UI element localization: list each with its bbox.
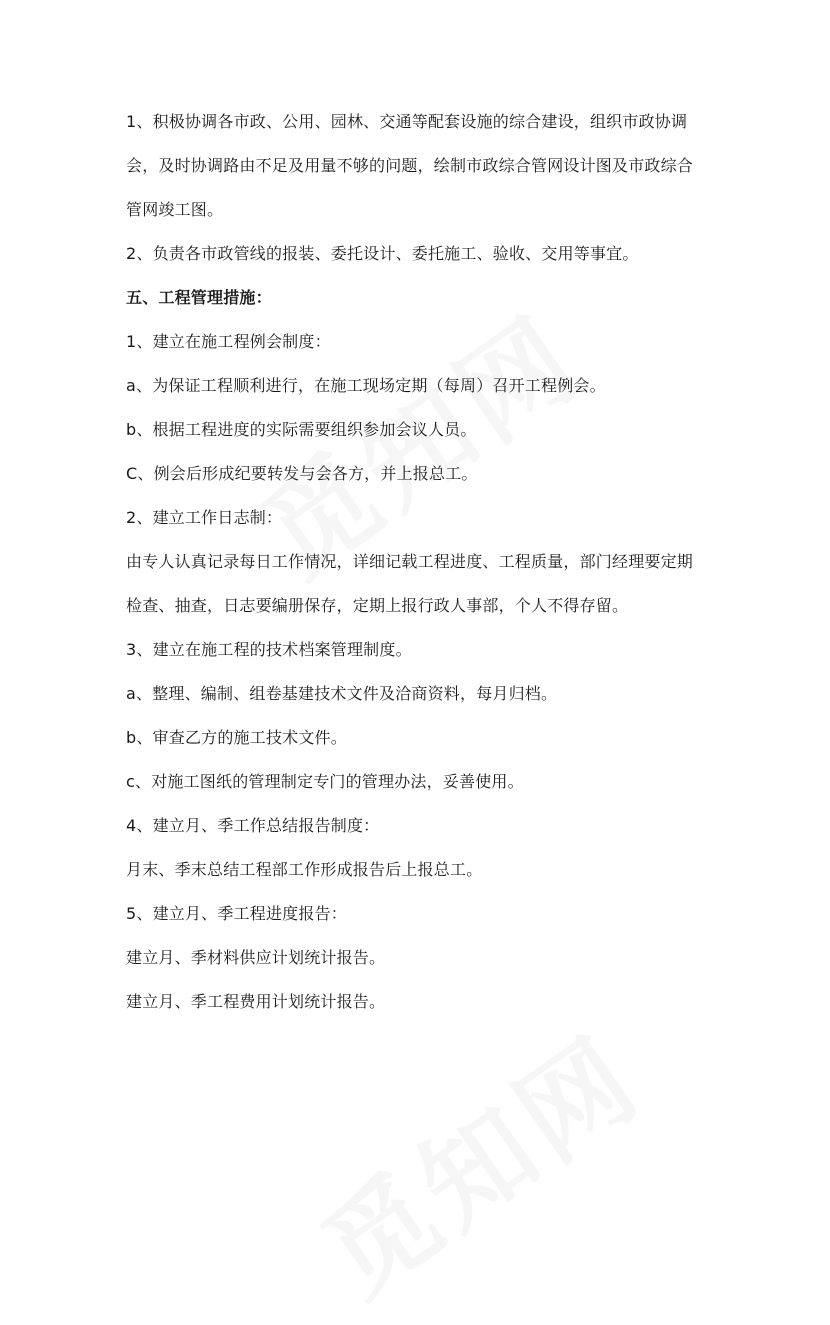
paragraph-line: a、整理、编制、组卷基建技术文件及洽商资料，每月归档。 [126,684,558,703]
watermark [287,993,668,1325]
paragraph-line: a、为保证工程顺利进行，在施工现场定期（每周）召开工程例会。 [126,376,606,395]
document-body [126,100,716,1024]
paragraph-line: 检查、抽查，日志要编册保存，定期上报行政人事部，个人不得存留。 [126,596,629,615]
paragraph-line: 月末、季末总结工程部工作形成报告后上报总工。 [126,860,483,879]
paragraph-line: 4、建立月、季工作总结报告制度： [126,816,380,835]
paragraph-line: 3、建立在施工程的技术档案管理制度。 [126,640,412,659]
paragraph-line: 会，及时协调路由不足及用量不够的问题，绘制市政综合管网设计图及市政综合 [126,156,694,175]
paragraph-line: 由专人认真记录每日工作情况，详细记载工程进度、工程质量，部门经理要定期 [126,552,694,571]
paragraph-line: 建立月、季材料供应计划统计报告。 [126,948,386,967]
section-heading: 五、工程管理措施： [126,288,272,307]
paragraph-line: 1、建立在施工程例会制度： [126,332,331,351]
paragraph-line: 建立月、季工程费用计划统计报告。 [126,992,386,1011]
paragraph-line: b、根据工程进度的实际需要组织参加会议人员。 [126,420,477,439]
paragraph-line: C、例会后形成纪要转发与会各方，并上报总工。 [126,464,478,483]
paragraph-line: 管网竣工图。 [126,200,224,219]
paragraph-line: b、审查乙方的施工技术文件。 [126,728,347,747]
paragraph-line: 2、建立工作日志制： [126,508,283,527]
paragraph-line: 1、积极协调各市政、公用、园林、交通等配套设施的综合建设，组织市政协调 [126,112,688,131]
paragraph-line: 5、建立月、季工程进度报告： [126,904,347,923]
paragraph-line: c、对施工图纸的管理制定专门的管理办法，妥善使用。 [126,772,524,791]
paragraph-line: 2、负责各市政管线的报装、委托设计、委托施工、验收、交用等事宜。 [126,244,639,263]
